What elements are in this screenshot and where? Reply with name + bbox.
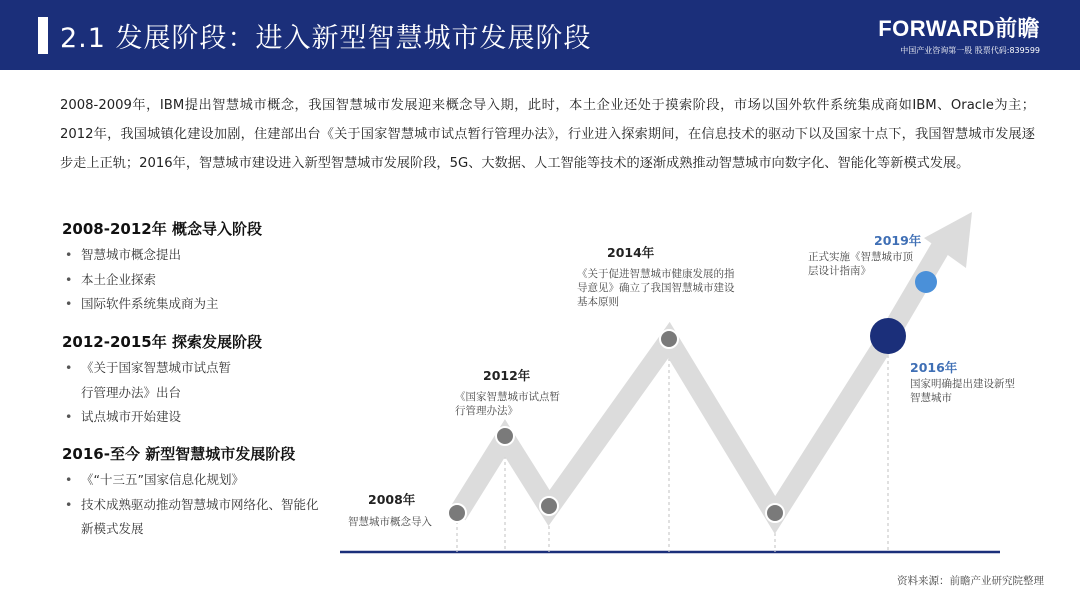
page-title: 2.1 发展阶段：进入新型智慧城市发展阶段 (60, 23, 592, 54)
desc-2012: 《国家智慧城市试点暂行管理办法》 (455, 391, 560, 417)
node-2016 (870, 318, 906, 354)
desc-2019: 正式实施《智慧城市顶层设计指南》 (808, 251, 913, 277)
phase-1-item: • 智慧城市概念提出 (62, 243, 262, 268)
node-2014 (660, 330, 678, 348)
desc-2014: 《关于促进智慧城市健康发展的指导意见》确立了我国智慧城市建设基本原则 (577, 268, 735, 308)
logo-brand: FORWARD前瞻 (878, 16, 1040, 41)
node-2012 (496, 427, 514, 445)
phase-1-title: 2008-2012年 概念导入阶段 (62, 220, 262, 238)
desc-2008: 智慧城市概念导入 (348, 516, 432, 528)
intro-paragraph: 2008-2009年，IBM提出智慧城市概念，我国智慧城市发展迎来概念导入期，此时，本土企业还处于摸索阶段，市场以国外软件系统集成商如IBM、Oracle为主；2012年，我国城镇化建设加剧，住建部出台《关于国家智慧城市试点暂行管理办法》，行业进入探索期间，在信息技术的驱动下以及国家十点下，我国智慧城市发展逐步走上正轨；2016年，智慧城市建设进入新型智慧城市发展阶段，5G、大数据、人工智能等技术的逐渐成熟推动智慧城市向数字化、智能化等新模式发展。 (60, 98, 1035, 171)
year-2019: 2019年 (874, 233, 922, 248)
phase-2-title: 2012-2015年 探索发展阶段 (62, 333, 262, 351)
year-2016: 2016年 (910, 360, 958, 375)
phase-3-item: • 技术成熟驱动推动智慧城市网络化、智能化新模式发展 (62, 493, 324, 542)
node-2015 (766, 504, 784, 522)
year-2014: 2014年 (607, 245, 655, 260)
phase-2-item: • 试点城市开始建设 (62, 405, 242, 430)
year-2008: 2008年 (368, 492, 416, 507)
phase-1-item: • 国际软件系统集成商为主 (62, 292, 262, 317)
phase-2-item: • 《关于国家智慧城市试点暂行管理办法》出台 (62, 356, 242, 405)
phase-3-title: 2016-至今 新型智慧城市发展阶段 (62, 445, 296, 463)
phase-3-item: • 《“十三五”国家信息化规划》 (62, 468, 324, 493)
node-2013 (540, 497, 558, 515)
desc-2016: 国家明确提出建设新型智慧城市 (910, 378, 1015, 404)
node-2019 (915, 271, 937, 293)
year-2012: 2012年 (483, 368, 531, 383)
source-note: 资料来源：前瞻产业研究院整理 (897, 575, 1044, 587)
phase-1-item: • 本土企业探索 (62, 268, 262, 293)
logo-tagline: 中国产业咨询第一股 股票代码:839599 (900, 46, 1040, 55)
